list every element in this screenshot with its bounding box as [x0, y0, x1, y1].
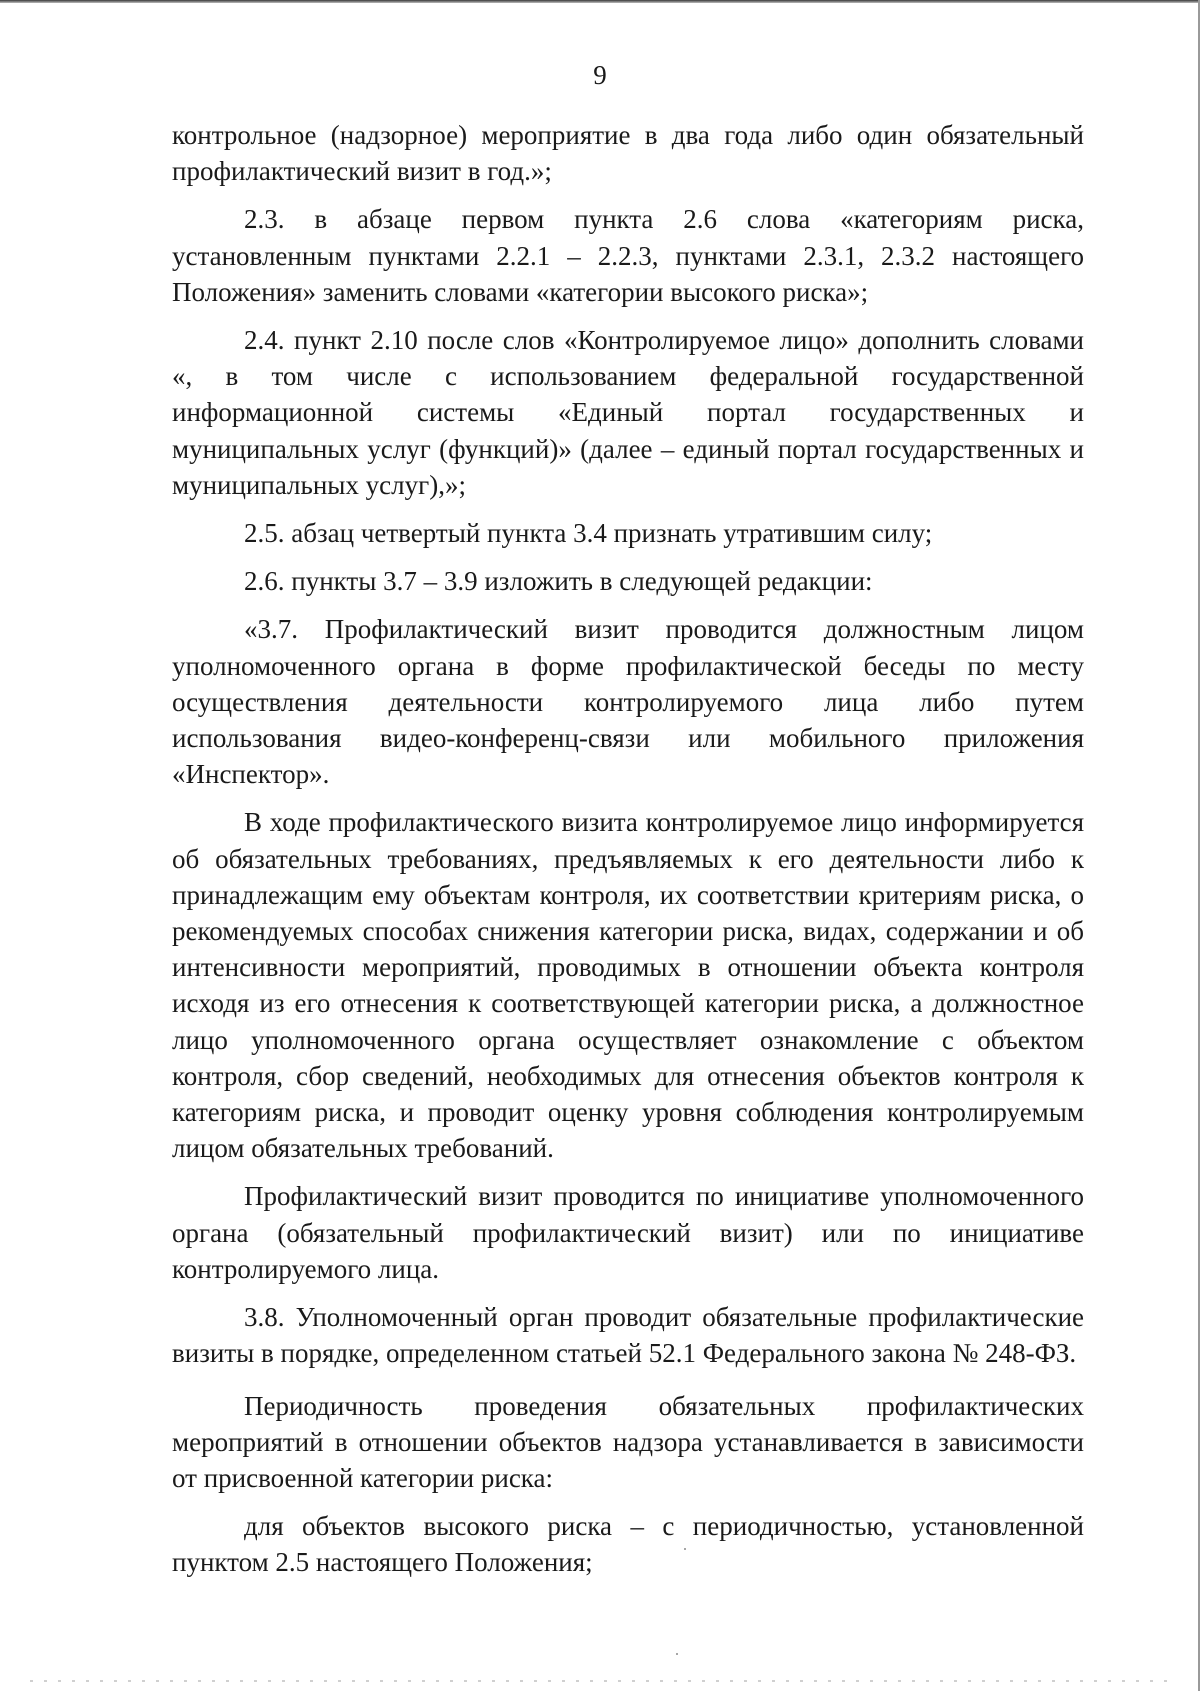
- paragraph-3-8-high-risk: для объектов высокого риска – с периодичностью, установленной пунктом 2.5 настоящего Положения;: [172, 1511, 1084, 1578]
- paragraph-3-7-initiative: Профилактический визит проводится по инициативе уполномоченного органа (обязательный профилактический визит) или по инициативе контролируемого лица.: [172, 1181, 1084, 1284]
- scan-top-edge: [0, 0, 1200, 3]
- paragraph-2-6: 2.6. пункты 3.7 – 3.9 изложить в следующей редакции:: [244, 566, 873, 597]
- paragraph-continuation: контрольное (надзорное) мероприятие в два года либо один обязательный профилактический визит в год.»;: [172, 120, 1084, 187]
- scan-speck: [676, 1653, 678, 1655]
- document-body: [172, 117, 1084, 1581]
- paragraph-2-4: 2.4. пункт 2.10 после слов «Контролируемое лицо» дополнить словами «, в том числе с использованием федеральной государственной информационной системы «Единый портал государственных и муниципальных услуг (функций)» (далее – единый портал государственных и муниципальных услуг),»;: [172, 325, 1084, 500]
- paragraph-3-8: 3.8. Уполномоченный орган проводит обязательные профилактические визиты в порядке, определенном статьей 52.1 Федерального закона № 248-ФЗ.: [172, 1302, 1084, 1369]
- paragraph-3-8-periodicity: Периодичность проведения обязательных профилактических мероприятий в отношении объектов надзора устанавливается в зависимости от присвоенной категории риска:: [172, 1390, 1084, 1493]
- paragraph-3-7: «3.7. Профилактический визит проводится должностным лицом уполномоченного органа в форме профилактической беседы по месту осуществления деятельности контролируемого лица либо путем использования видео-конференц-связи или мобильного приложения «Инспектор».: [172, 614, 1084, 790]
- paragraph-2-5: 2.5. абзац четвертый пункта 3.4 признать утратившим силу;: [244, 518, 933, 549]
- paragraph-3-7-visit-content: В ходе профилактического визита контролируемое лицо информируется об обязательных требованиях, предъявляемых к его деятельности либо к принадлежащим ему объектам контроля, их соответствии критериям риска, о рекомендуемых способах снижения категории риска, видах, содержании и об интенсивности мероприятий, проводимых в отношении объекта контроля исходя из его отнесения к соответствующей категории риска, а должностное лицо уполномоченного органа осуществляет ознакомление с объектом контроля, сбор сведений, необходимых для отнесения объектов контроля к категориям риска, и проводит оценку уровня соблюдения контролируемым лицом обязательных требований.: [172, 807, 1084, 1164]
- page-number: 9: [593, 60, 607, 90]
- scan-speck: [684, 1548, 686, 1550]
- paragraph-2-3: 2.3. в абзаце первом пункта 2.6 слова «категориям риска, установленным пунктами 2.2.1 – 2.2.3, пунктами 2.3.1, 2.3.2 настоящего Положения» заменить словами «категории высокого риска»;: [172, 204, 1084, 307]
- scan-bottom-noise: [30, 1680, 1170, 1682]
